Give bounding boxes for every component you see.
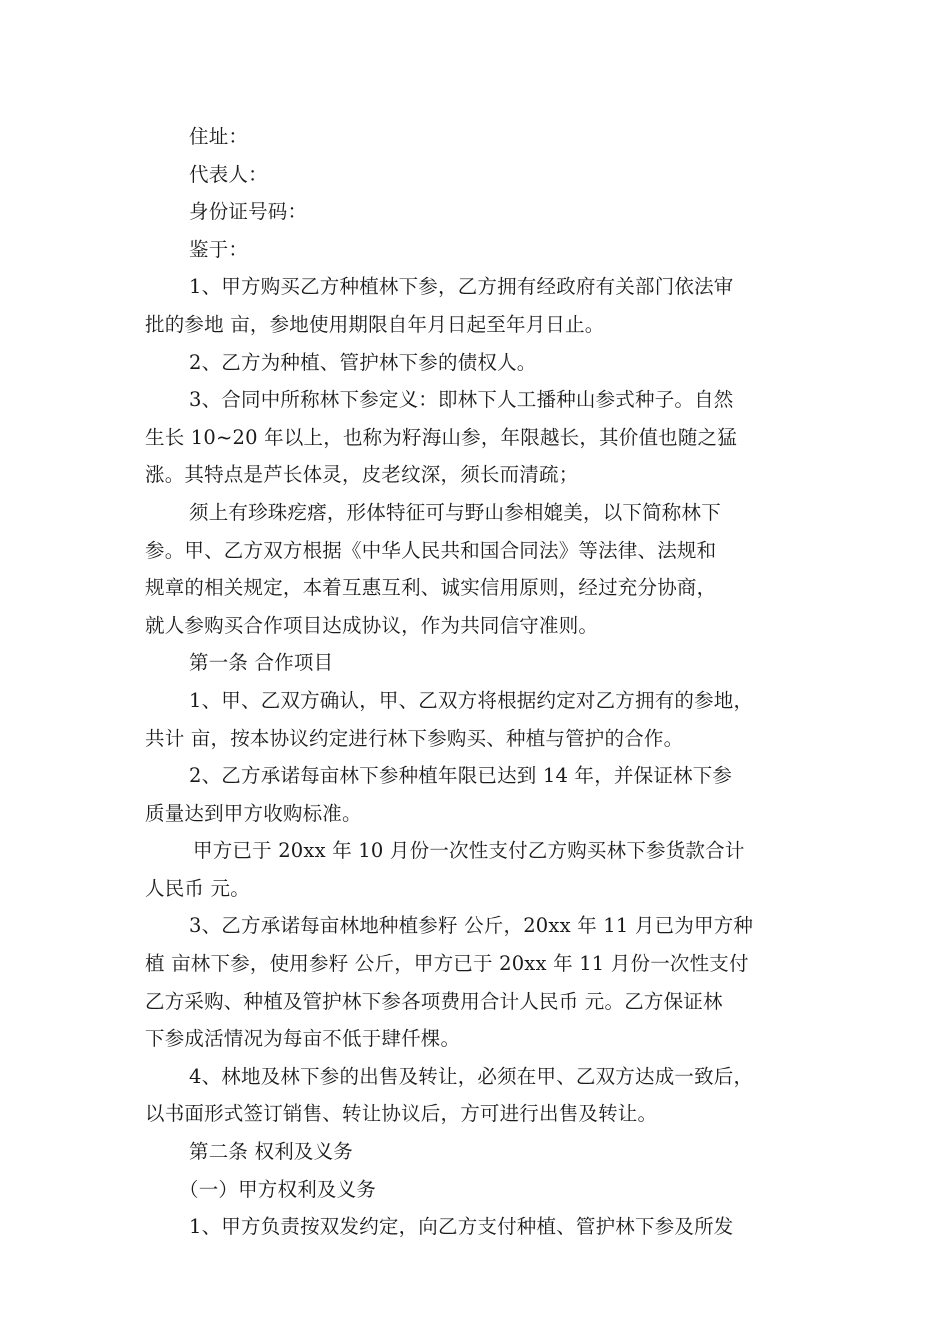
paragraph-line: 2、乙方承诺每亩林下参种植年限已达到 14 年，并保证林下参 <box>189 764 733 788</box>
paragraph-line: 生长 10~20 年以上，也称为籽海山参，年限越长，其价值也随之猛 <box>145 425 737 449</box>
paragraph-line: 规章的相关规定，本着互惠互利、诚实信用原则，经过充分协商， <box>145 576 717 600</box>
document-body <box>145 118 810 1246</box>
paragraph-line: 植 亩林下参，使用参籽 公斤，甲方已于 20xx 年 11 月份一次性支付 <box>145 952 749 976</box>
paragraph-line: 3、合同中所称林下参定义：即林下人工播种山参式种子。自然 <box>189 388 734 412</box>
paragraph-line: 须上有珍珠疙瘩，形体特征可与野山参相媲美，以下简称林下 <box>189 500 721 524</box>
paragraph-line: 1、甲方负责按双发约定，向乙方支付种植、管护林下参及所发 <box>189 1215 734 1239</box>
representative-label: 代表人： <box>189 162 268 186</box>
paragraph-line: 4、林地及林下参的出售及转让，必须在甲、乙双方达成一致后， <box>189 1064 754 1088</box>
whereas-heading: 鉴于： <box>189 237 249 261</box>
article-two-heading: 第二条 权利及义务 <box>189 1140 353 1164</box>
paragraph-line: 3、乙方承诺每亩林地种植参籽 公斤，20xx 年 11 月已为甲方种 <box>189 914 754 938</box>
id-number-label: 身份证号码： <box>189 200 308 224</box>
paragraph-line: 乙方采购、种植及管护林下参各项费用合计人民币 元。乙方保证林 <box>145 989 723 1013</box>
paragraph-line: 批的参地 亩，参地使用期限自年月日起至年月日止。 <box>145 312 605 336</box>
paragraph-line: 1、甲、乙双方确认，甲、乙双方将根据约定对乙方拥有的参地， <box>189 688 754 712</box>
paragraph-line: 以书面形式签订销售、转让协议后，方可进行出售及转让。 <box>145 1102 658 1126</box>
article-one-heading: 第一条 合作项目 <box>189 651 334 675</box>
paragraph-line: 2、乙方为种植、管护林下参的债权人。 <box>189 350 537 374</box>
paragraph-line: 参。甲、乙方双方根据《中华人民共和国合同法》等法律、法规和 <box>145 538 717 562</box>
paragraph-line: 涨。其特点是芦长体灵，皮老纹深，须长而清疏； <box>145 463 579 487</box>
paragraph-line: 人民币 元。 <box>145 876 250 900</box>
party-a-rights-heading: （一）甲方权利及义务 <box>179 1177 377 1201</box>
paragraph-line: 质量达到甲方收购标准。 <box>145 801 362 825</box>
paragraph-line: 下参成活情况为每亩不低于肆仟棵。 <box>145 1027 461 1051</box>
paragraph-line: 共计 亩，按本协议约定进行林下参购买、种植与管护的合作。 <box>145 726 684 750</box>
paragraph-line: 甲方已于 20xx 年 10 月份一次性支付乙方购买林下参货款合计 <box>193 839 745 863</box>
paragraph-line: 1、甲方购买乙方种植林下参，乙方拥有经政府有关部门依法审 <box>189 275 734 299</box>
paragraph-line: 就人参购买合作项目达成协议，作为共同信守准则。 <box>145 613 599 637</box>
address-label: 住址： <box>189 125 249 148</box>
